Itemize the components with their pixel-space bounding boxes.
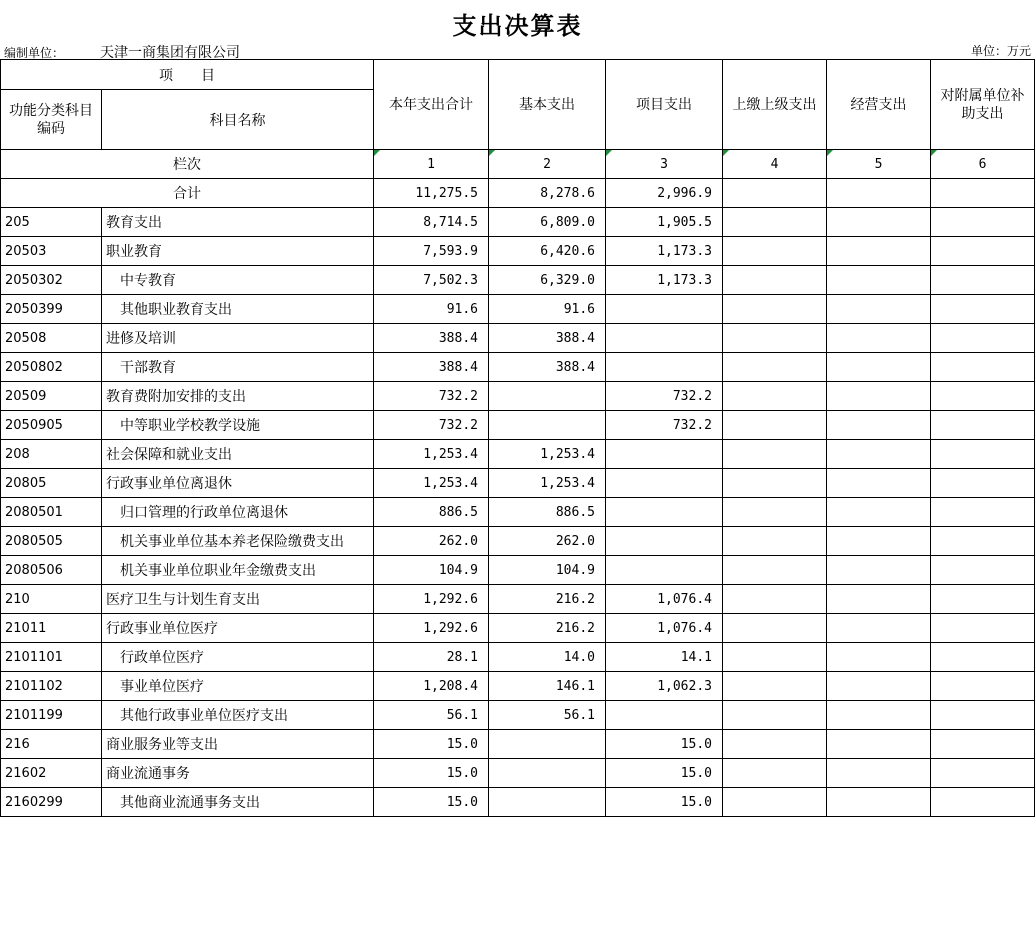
row-value-5 [827,324,931,353]
row-value-5 [827,411,931,440]
total-value-6 [931,179,1035,208]
row-value-6 [931,788,1035,817]
row-value-1: 886.5 [374,498,489,527]
row-value-2 [489,411,606,440]
row-value-3 [606,295,723,324]
row-value-2: 388.4 [489,324,606,353]
row-value-6 [931,382,1035,411]
header-col-2: 基本支出 [489,60,606,150]
table-row [1,469,1035,498]
row-value-1: 104.9 [374,556,489,585]
row-name: 干部教育 [102,353,374,382]
header-col-3: 项目支出 [606,60,723,150]
table-row [1,759,1035,788]
lanci-6: 6 [931,150,1035,179]
row-name: 医疗卫生与计划生育支出 [102,585,374,614]
row-value-4 [723,324,827,353]
row-value-1: 732.2 [374,382,489,411]
row-value-3 [606,498,723,527]
row-value-5 [827,295,931,324]
row-value-3 [606,701,723,730]
row-code: 2050905 [1,411,102,440]
row-code: 2050802 [1,353,102,382]
table-row [1,382,1035,411]
row-value-3 [606,353,723,382]
row-value-5 [827,730,931,759]
table-row [1,788,1035,817]
row-value-1: 1,292.6 [374,614,489,643]
row-value-1: 388.4 [374,353,489,382]
row-value-4 [723,672,827,701]
row-value-3 [606,469,723,498]
row-name: 其他行政事业单位医疗支出 [102,701,374,730]
row-value-5 [827,208,931,237]
table-row [1,440,1035,469]
header-col-1: 本年支出合计 [374,60,489,150]
row-code: 21011 [1,614,102,643]
row-value-3: 1,076.4 [606,585,723,614]
row-value-4 [723,208,827,237]
row-code: 2050302 [1,266,102,295]
row-value-5 [827,469,931,498]
header-code: 功能分类科目编码 [1,90,102,150]
row-name: 中等职业学校教学设施 [102,411,374,440]
row-value-4 [723,701,827,730]
row-name: 职业教育 [102,237,374,266]
row-value-3: 15.0 [606,788,723,817]
row-value-3: 1,173.3 [606,237,723,266]
row-name: 中专教育 [102,266,374,295]
row-name: 行政事业单位医疗 [102,614,374,643]
row-value-3: 732.2 [606,382,723,411]
row-code: 2080506 [1,556,102,585]
row-value-6 [931,585,1035,614]
row-value-4 [723,585,827,614]
row-name: 机关事业单位职业年金缴费支出 [102,556,374,585]
page-title: 支出决算表 [452,11,583,40]
row-value-2 [489,759,606,788]
row-name: 行政事业单位离退休 [102,469,374,498]
row-value-5 [827,759,931,788]
table-row [1,730,1035,759]
row-value-5 [827,440,931,469]
header-col-4: 上缴上级支出 [723,60,827,150]
table-row [1,585,1035,614]
row-code: 2101199 [1,701,102,730]
row-value-6 [931,730,1035,759]
row-value-2 [489,382,606,411]
row-value-4 [723,353,827,382]
header-col-5: 经营支出 [827,60,931,150]
row-value-1: 15.0 [374,730,489,759]
row-value-3: 1,905.5 [606,208,723,237]
row-value-6 [931,208,1035,237]
table-row [1,266,1035,295]
total-value-4 [723,179,827,208]
row-value-4 [723,295,827,324]
row-value-2: 1,253.4 [489,469,606,498]
row-value-5 [827,266,931,295]
lanci-2: 2 [489,150,606,179]
row-name: 社会保障和就业支出 [102,440,374,469]
lanci-4: 4 [723,150,827,179]
row-value-6 [931,295,1035,324]
row-value-2: 886.5 [489,498,606,527]
total-value-2: 8,278.6 [489,179,606,208]
row-value-2 [489,730,606,759]
row-name: 其他职业教育支出 [102,295,374,324]
row-name: 商业服务业等支出 [102,730,374,759]
table-row [1,556,1035,585]
row-value-3: 1,076.4 [606,614,723,643]
lanci-label: 栏次 [1,150,374,179]
row-value-6 [931,237,1035,266]
row-value-5 [827,701,931,730]
row-value-1: 56.1 [374,701,489,730]
table-row [1,614,1035,643]
row-value-5 [827,643,931,672]
row-code: 20508 [1,324,102,353]
row-value-1: 7,502.3 [374,266,489,295]
row-code: 20509 [1,382,102,411]
row-value-5 [827,585,931,614]
row-value-3: 1,173.3 [606,266,723,295]
row-value-4 [723,788,827,817]
row-value-2: 104.9 [489,556,606,585]
table-row [1,324,1035,353]
row-value-5 [827,527,931,556]
row-value-1: 732.2 [374,411,489,440]
row-value-6 [931,759,1035,788]
row-value-4 [723,759,827,788]
expenditure-table [0,59,1035,817]
table-row [1,527,1035,556]
row-value-4 [723,237,827,266]
row-value-6 [931,614,1035,643]
total-value-1: 11,275.5 [374,179,489,208]
row-code: 216 [1,730,102,759]
row-value-4 [723,730,827,759]
row-code: 2080501 [1,498,102,527]
row-value-1: 15.0 [374,788,489,817]
row-value-2: 146.1 [489,672,606,701]
row-value-1: 91.6 [374,295,489,324]
row-value-2: 56.1 [489,701,606,730]
row-value-2 [489,788,606,817]
row-code: 2080505 [1,527,102,556]
row-value-5 [827,556,931,585]
row-name: 事业单位医疗 [102,672,374,701]
org-label: 编制单位： [4,46,65,60]
row-value-2: 262.0 [489,527,606,556]
table-row [1,411,1035,440]
row-value-1: 8,714.5 [374,208,489,237]
row-name: 教育支出 [102,208,374,237]
table-row [1,208,1035,237]
row-value-4 [723,614,827,643]
row-value-4 [723,411,827,440]
row-value-1: 15.0 [374,759,489,788]
total-value-5 [827,179,931,208]
row-value-3: 732.2 [606,411,723,440]
row-value-6 [931,324,1035,353]
row-code: 2101101 [1,643,102,672]
row-value-2: 6,420.6 [489,237,606,266]
row-name: 其他商业流通事务支出 [102,788,374,817]
table-row [1,295,1035,324]
row-value-1: 28.1 [374,643,489,672]
row-value-4 [723,440,827,469]
row-value-2: 388.4 [489,353,606,382]
unit-label: 单位：万元 [970,44,1031,58]
row-value-3 [606,556,723,585]
row-value-3: 14.1 [606,643,723,672]
row-value-2: 91.6 [489,295,606,324]
row-value-5 [827,614,931,643]
row-value-5 [827,237,931,266]
row-value-4 [723,643,827,672]
row-value-6 [931,556,1035,585]
row-value-6 [931,498,1035,527]
row-value-1: 1,292.6 [374,585,489,614]
row-name: 机关事业单位基本养老保险缴费支出 [102,527,374,556]
row-value-1: 7,593.9 [374,237,489,266]
row-value-3: 15.0 [606,730,723,759]
row-value-6 [931,643,1035,672]
total-value-3: 2,996.9 [606,179,723,208]
row-value-5 [827,382,931,411]
row-name: 归口管理的行政单位离退休 [102,498,374,527]
row-value-4 [723,556,827,585]
row-name: 教育费附加安排的支出 [102,382,374,411]
row-code: 208 [1,440,102,469]
row-value-6 [931,527,1035,556]
row-value-1: 262.0 [374,527,489,556]
row-code: 205 [1,208,102,237]
row-value-2: 6,809.0 [489,208,606,237]
table-row [1,353,1035,382]
row-code: 20503 [1,237,102,266]
row-value-6 [931,701,1035,730]
row-code: 2160299 [1,788,102,817]
row-value-5 [827,498,931,527]
row-value-3 [606,324,723,353]
row-value-5 [827,788,931,817]
row-value-6 [931,411,1035,440]
row-value-3 [606,527,723,556]
row-name: 行政单位医疗 [102,643,374,672]
table-row [1,672,1035,701]
row-value-4 [723,469,827,498]
row-value-1: 1,253.4 [374,440,489,469]
row-code: 21602 [1,759,102,788]
row-code: 20805 [1,469,102,498]
row-code: 210 [1,585,102,614]
header-xiangmu: 项 目 [1,60,374,90]
row-value-3 [606,440,723,469]
row-value-2: 216.2 [489,585,606,614]
row-value-3: 15.0 [606,759,723,788]
row-value-1: 1,208.4 [374,672,489,701]
row-name: 进修及培训 [102,324,374,353]
row-value-2: 14.0 [489,643,606,672]
org-name: 天津一商集团有限公司 [100,45,241,61]
lanci-1: 1 [374,150,489,179]
row-value-3: 1,062.3 [606,672,723,701]
row-value-6 [931,440,1035,469]
table-row [1,643,1035,672]
row-value-1: 388.4 [374,324,489,353]
row-code: 2101102 [1,672,102,701]
lanci-5: 5 [827,150,931,179]
row-value-4 [723,266,827,295]
table-row [1,701,1035,730]
row-value-4 [723,498,827,527]
total-label: 合计 [1,179,374,208]
row-value-1: 1,253.4 [374,469,489,498]
row-value-6 [931,672,1035,701]
row-name: 商业流通事务 [102,759,374,788]
table-row [1,237,1035,266]
row-value-2: 1,253.4 [489,440,606,469]
row-value-4 [723,382,827,411]
row-value-4 [723,527,827,556]
row-value-6 [931,266,1035,295]
header-col-6: 对附属单位补助支出 [931,60,1035,150]
total-row [1,179,1035,208]
row-value-5 [827,672,931,701]
row-value-2: 216.2 [489,614,606,643]
table-row [1,498,1035,527]
lanci-3: 3 [606,150,723,179]
header-name: 科目名称 [102,90,374,150]
row-value-6 [931,353,1035,382]
row-code: 2050399 [1,295,102,324]
row-value-5 [827,353,931,382]
row-value-6 [931,469,1035,498]
row-value-2: 6,329.0 [489,266,606,295]
